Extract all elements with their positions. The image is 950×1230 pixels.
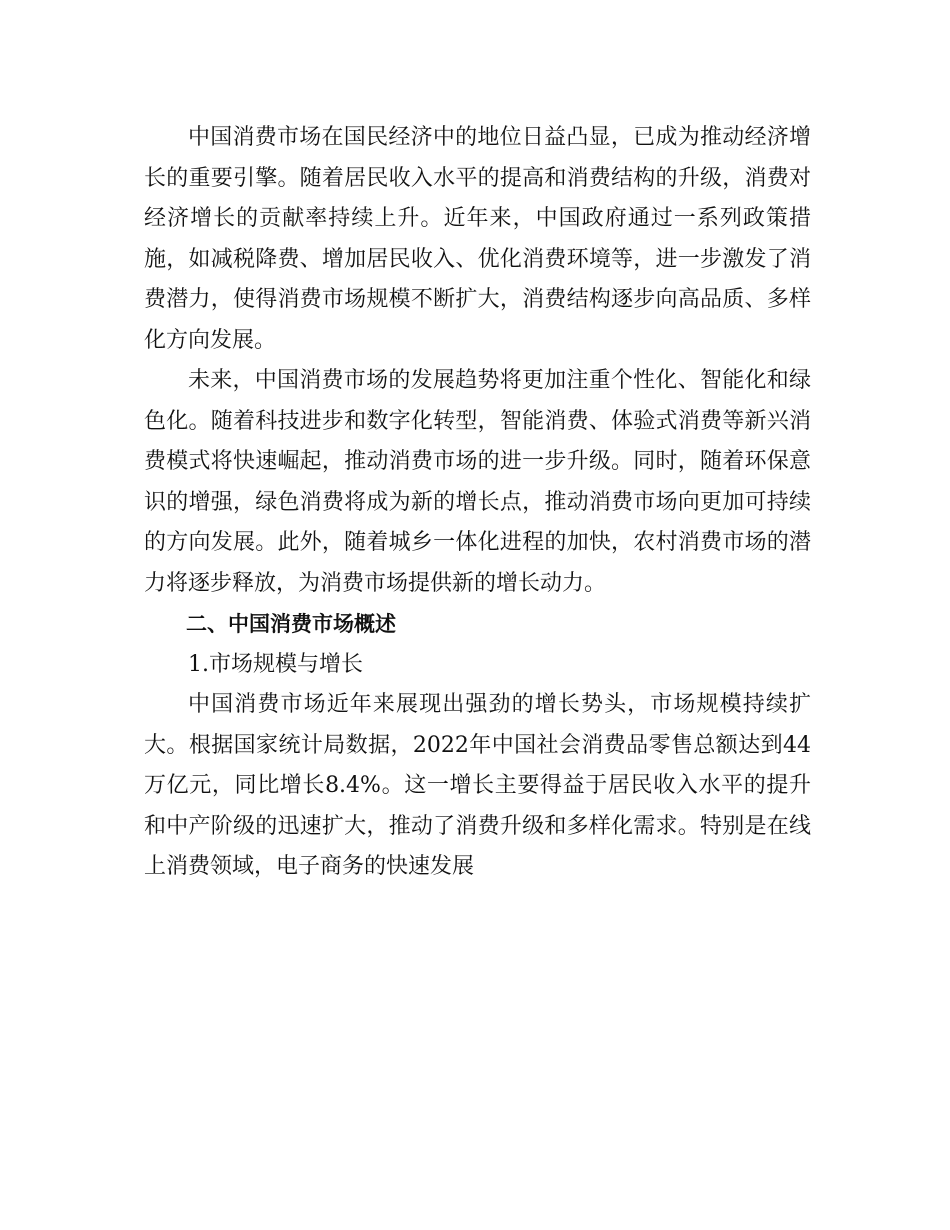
section-heading: 二、中国消费市场概述 xyxy=(186,612,396,636)
document-page xyxy=(144,118,811,888)
paragraph-intro: 中国消费市场在国民经济中的地位日益凸显，已成为推动经济增长的重要引擎。随着居民收入水平的提高和消费结构的升级，消费对经济增长的贡献率持续上升。近年来，中国政府通过一系列政策措施，如减税降费、增加居民收入、优化消费环境等，进一步激发了消费潜力，使得消费市场规模不断扩大，消费结构逐步向高品质、多样化方向发展。 xyxy=(144,125,811,353)
paragraph-future-trends: 未来，中国消费市场的发展趋势将更加注重个性化、智能化和绿色化。随着科技进步和数字化转型，智能消费、体验式消费等新兴消费模式将快速崛起，推动消费市场的进一步升级。同时，随着环保意识的增强，绿色消费将成为新的增长点，推动消费市场向更加可持续的方向发展。此外，随着城乡一体化进程的加快，农村消费市场的潜力将逐步释放，为消费市场提供新的增长动力。 xyxy=(144,368,811,596)
subsection-heading: 1.市场规模与增长 xyxy=(188,651,363,677)
paragraph-market-size: 中国消费市场近年来展现出强劲的增长势头，市场规模持续扩大。根据国家统计局数据，2022年中国社会消费品零售总额达到44万亿元，同比增长8.4%。这一增长主要得益于居民收入水平的提升和中产阶级的迅速扩大，推动了消费升级和多样化需求。特别是在线上消费领域，电子商务的快速发展 xyxy=(144,692,811,879)
